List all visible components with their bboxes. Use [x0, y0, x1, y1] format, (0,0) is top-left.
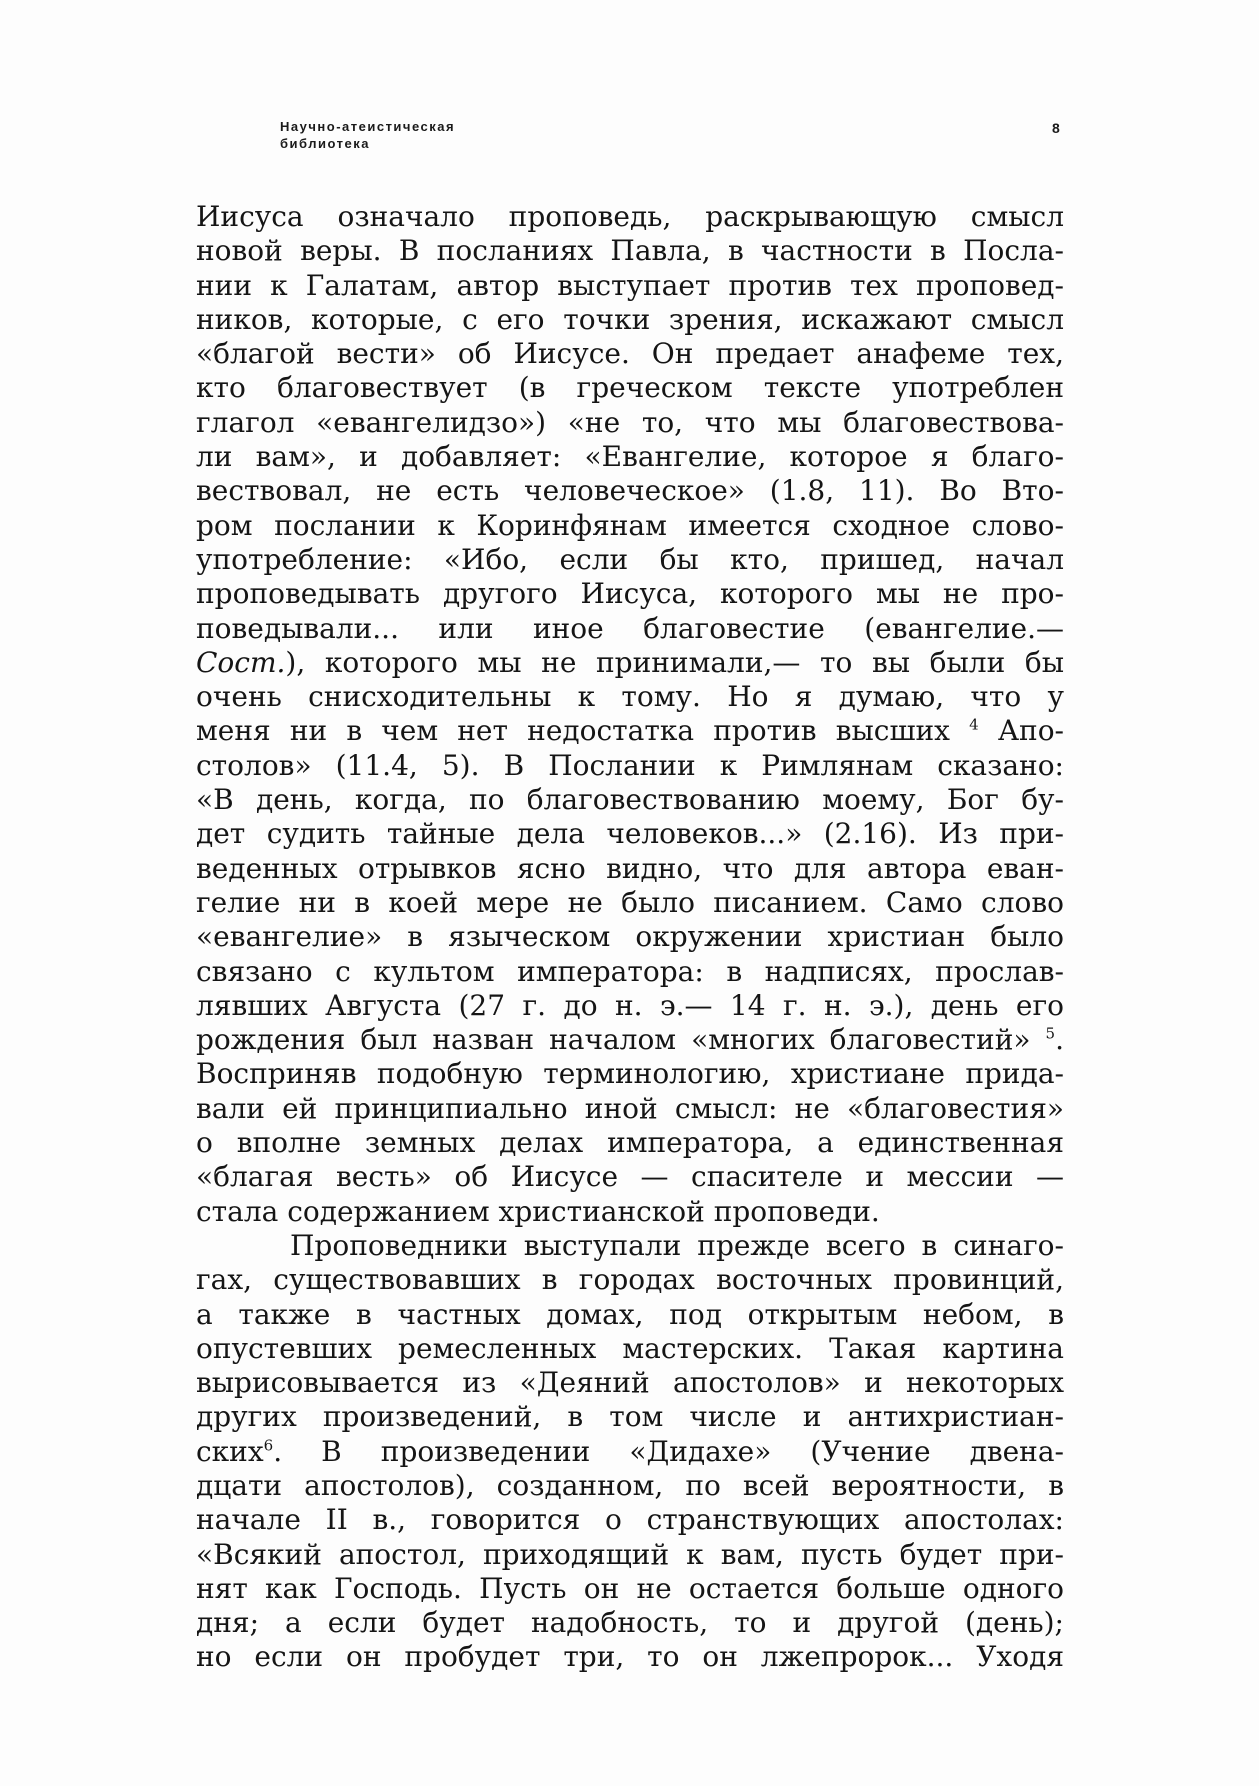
- text-line: но если он пробудет три, то он лжепророк... Уходя: [196, 1640, 1064, 1674]
- text-line-with-footnote: [196, 1435, 1064, 1469]
- text-line-rest: ), которого мы не принимали,— то вы были бы: [285, 645, 1064, 679]
- text-line: о вполне земных делах императора, а единственная: [196, 1126, 1064, 1160]
- text-line: ников, которые, с его точки зрения, искажают смысл: [196, 302, 1064, 336]
- text-line: очень снисходительны к тому. Но я думаю, что у: [196, 680, 1064, 714]
- footnote-marker: 5: [1045, 1024, 1056, 1043]
- text-line: начале II в., говорится о странствующих апостолах:: [196, 1503, 1064, 1537]
- text-line: «Всякий апостол, приходящий к вам, пусть будет при-: [196, 1537, 1064, 1571]
- text-line: нии к Галатам, автор выступает против тех проповед-: [196, 268, 1064, 302]
- footnote-marker: 6: [263, 1436, 274, 1455]
- text-line: вали ей принципиально иной смысл: не «благовестия»: [196, 1091, 1064, 1125]
- text-line: дцати апостолов), созданном, по всей вероятности, в: [196, 1468, 1064, 1502]
- text-line-with-footnote: [196, 714, 1064, 748]
- text-line: ли вам», и добавляет: «Евангелие, которое я благо-: [196, 440, 1064, 474]
- text-line: других произведений, в том числе и антихристиан-: [196, 1400, 1064, 1434]
- paragraph-first-line: Проповедники выступали прежде всего в синаго-: [290, 1228, 1064, 1262]
- text-line: вествовал, не есть человеческое» (1.8, 11). Во Вто-: [196, 474, 1064, 508]
- text-line: новой веры. В посланиях Павла, в частности в Посла-: [196, 234, 1064, 268]
- text-line-with-italic: [196, 646, 1064, 680]
- text-line-main: рождения был назван началом «многих благовестий»: [196, 1023, 1031, 1057]
- series-title-line-1: Научно-атеистическая: [280, 119, 456, 134]
- text-line: дня; а если будет надобность, то и другой (день);: [196, 1606, 1064, 1640]
- text-line: глагол «евангелидзо») «не то, что мы благовествова-: [196, 405, 1064, 439]
- text-line-main: ских: [196, 1434, 264, 1468]
- text-line: а также в частных домах, под открытым небом, в: [196, 1297, 1064, 1331]
- text-line: Восприняв подобную терминологию, христиане прида-: [196, 1057, 1064, 1091]
- series-title-line-2: библиотека: [280, 136, 370, 151]
- text-line: «В день, когда, по благовествованию моему, Бог бу-: [196, 783, 1064, 817]
- text-line-tail: Апо-: [997, 714, 1064, 748]
- text-line: столов» (11.4, 5). В Послании к Римлянам сказано:: [196, 748, 1064, 782]
- text-line: связано с культом императора: в надписях, прослав-: [196, 954, 1064, 988]
- text-line: ром послании к Коринфянам имеется сходное слово-: [196, 508, 1064, 542]
- text-line: гелие ни в коей мере не было писанием. Само слово: [196, 885, 1064, 919]
- text-line: Иисуса означало проповедь, раскрывающую смысл: [196, 200, 1064, 233]
- text-line: проповедывать другого Иисуса, которого мы не про-: [196, 577, 1064, 611]
- text-line: употребление: «Ибо, если бы кто, пришед, начал: [196, 542, 1064, 576]
- text-line: дет судить тайные дела человеков...» (2.16). Из при-: [196, 817, 1064, 851]
- text-line: вырисовывается из «Деяний апостолов» и некоторых: [196, 1366, 1064, 1400]
- text-line: гах, существовавших в городах восточных провинций,: [196, 1263, 1064, 1297]
- text-line: лявших Августа (27 г. до н. э.— 14 г. н. э.), день его: [196, 988, 1064, 1022]
- text-line: кто благовествует (в греческом тексте употреблен: [196, 371, 1064, 405]
- page-number: 8: [1052, 120, 1060, 136]
- text-line: «евангелие» в языческом окружении христиан было: [196, 920, 1064, 954]
- text-line: опустевших ремесленных мастерских. Такая картина: [196, 1331, 1064, 1365]
- footnote-marker: 4: [969, 716, 979, 735]
- text-line-with-footnote: [196, 1023, 1064, 1057]
- text-line: поведывали... или иное благовестие (евангелие.—: [196, 611, 1064, 645]
- text-line-tail: .: [1055, 1023, 1064, 1057]
- italic-abbreviation: Сост.: [196, 645, 286, 679]
- text-line-tail: . В произведении «Дидахе» (Учение двена-: [273, 1434, 1064, 1468]
- text-line: нят как Господь. Пусть он не остается больше одного: [196, 1571, 1064, 1605]
- text-line: «благая весть» об Иисусе — спасителе и мессии —: [196, 1160, 1064, 1194]
- text-line: «благой вести» об Иисусе. Он предает анафеме тех,: [196, 337, 1064, 371]
- text-line-main: меня ни в чем нет недостатка против высших: [196, 714, 950, 748]
- text-line: веденных отрывков ясно видно, что для автора еван-: [196, 851, 1064, 885]
- series-title: [280, 118, 540, 152]
- body-text: [196, 200, 1064, 1675]
- text-line: стала содержанием христианской проповеди.: [196, 1194, 880, 1228]
